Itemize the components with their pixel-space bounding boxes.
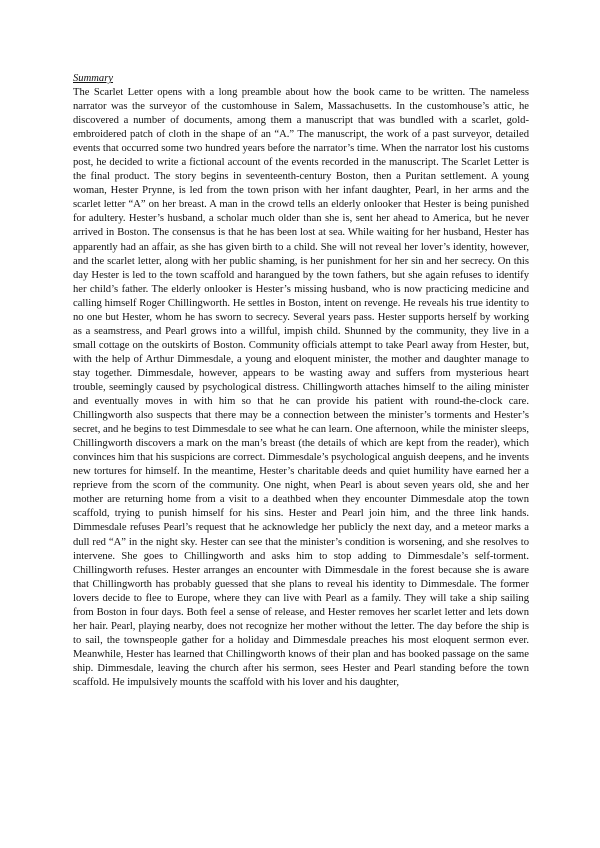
summary-heading: Summary — [73, 73, 114, 84]
summary-body: The Scarlet Letter opens with a long preamble about how the book came to be written. The nameless narrator was the surveyor of the customhouse in Salem, Massachusetts. In the customhouse’s attic, he discovered a number of documents, among them a manuscript that was bundled with a scarlet, gold-embroidered patch of cloth in the shape of an “A.” The manuscript, the work of a past surveyor, detailed events that occurred some two hundred years before the narrator’s time. When the narrator lost his customs post, he decided to write a fictional account of the events recorded in the manuscript. The Scarlet Letter is the final product. The story begins in seventeenth-century Boston, then a Puritan settlement. A young woman, Hester Prynne, is led from the town prison with her infant daughter, Pearl, in her arms and the scarlet letter “A” on her breast. A man in the crowd tells an elderly onlooker that Hester is being punished for adultery. Hester’s husband, a scholar much older than she is, sent her ahead to America, but he never arrived in Boston. The consensus is that he has been lost at sea. While waiting for her husband, Hester has apparently had an affair, as she has given birth to a child. She will not reveal her lover’s identity, however, and the scarlet letter, along with her public shaming, is her punishment for her sin and her secrecy. On this day Hester is led to the town scaffold and harangued by the town fathers, but she again refuses to identify her child’s father. The elderly onlooker is Hester’s missing husband, who is now practicing medicine and calling himself Roger Chillingworth. He settles in Boston, intent on revenge. He reveals his true identity to no one but Hester, whom he has sworn to secrecy. Several years pass. Hester supports herself by working as a seamstress, and Pearl grows into a willful, impish child. Shunned by the community, they live in a small cottage on the outskirts of Boston. Community officials attempt to take Pearl away from Hester, but, with the help of Arthur Dimmesdale, a young and eloquent minister, the mother and daughter manage to stay together. Dimmesdale, however, appears to be wasting away and suffers from mysterious heart trouble, seemingly caused by psychological distress. Chillingworth attaches himself to the ailing minister and eventually moves in with him so that he can provide his patient with round-the-clock care. Chillingworth also suspects that there may be a connection between the minister’s torments and Hester’s secret, and he begins to test Dimmesdale to see what he can learn. One afternoon, while the minister sleeps, Chillingworth discovers a mark on the man’s breast (the details of which are kept from the reader), which convinces him that his suspicions are correct. Dimmesdale’s psychological anguish deepens, and he invents new tortures for himself. In the meantime, Hester’s charitable deeds and quiet humility have earned her a reprieve from the scorn of the community. One night, when Pearl is about seven years old, she and her mother are returning home from a visit to a deathbed when they encounter Dimmesdale atop the town scaffold, trying to punish himself for his sins. Hester and Pearl join him, and the three link hands. Dimmesdale refuses Pearl’s request that he acknowledge her publicly the next day, and a meteor marks a dull red “A” in the night sky. Hester can see that the minister’s condition is worsening, and she resolves to intervene. She goes to Chillingworth and asks him to stop adding to Dimmesdale’s self-torment. Chillingworth refuses. Hester arranges an encounter with Dimmesdale in the forest because she is aware that Chillingworth has probably guessed that she plans to reveal his identity to Dimmesdale. The former lovers decide to flee to Europe, where they can live with Pearl as a family. They will take a ship sailing from Boston in four days. Both feel a sense of release, and Hester removes her scarlet letter and lets down her hair. Pearl, playing nearby, does not recognize her mother without the letter. The day before the ship is to sail, the townspeople gather for a holiday and Dimmesdale preaches his most eloquent sermon ever. Meanwhile, Hester has learned that Chillingworth knows of their plan and has booked passage on the same ship. Dimmesdale, leaving the church after his sermon, sees Hester and Pearl standing before the town scaffold. He impulsively mounts the scaffold with his lover and his daughter, — [73, 87, 529, 688]
document-page — [73, 72, 529, 690]
